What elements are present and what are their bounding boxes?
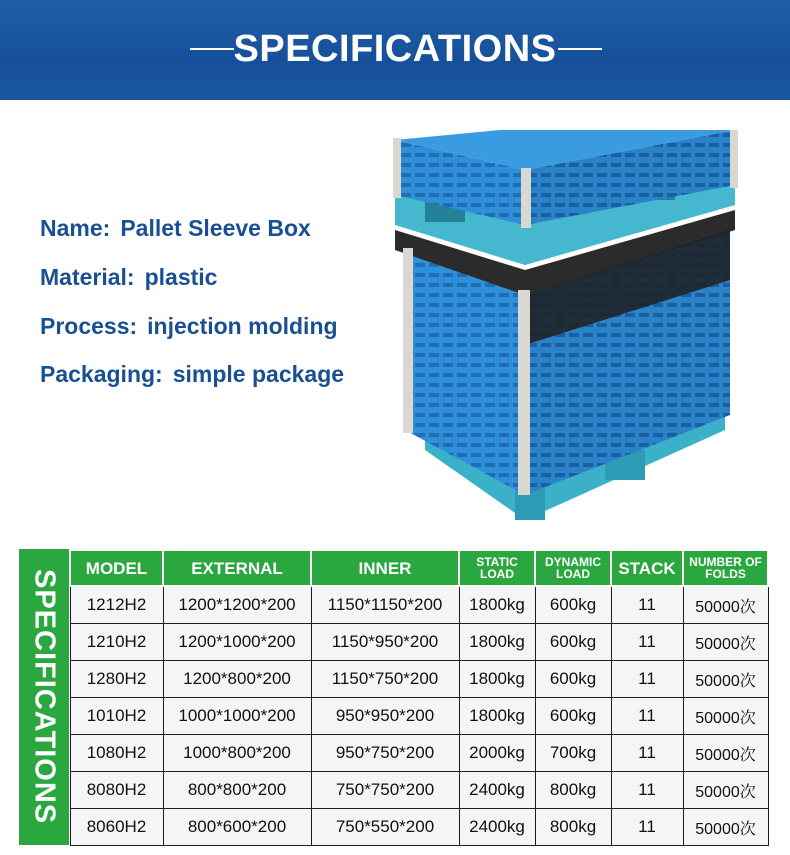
info-label: Material:	[40, 264, 135, 290]
info-material	[40, 264, 217, 291]
cell-inner: 1150*1150*200	[311, 586, 459, 624]
cell-dynamic-load: 600kg	[535, 586, 611, 624]
info-name	[40, 215, 311, 242]
table-row	[70, 586, 768, 624]
table-row	[70, 772, 768, 809]
cell-folds: 50000次	[683, 698, 768, 735]
cell-stack: 11	[611, 735, 683, 772]
info-label: Packaging:	[40, 361, 163, 387]
cell-external: 800*600*200	[163, 809, 311, 846]
table-row	[70, 661, 768, 698]
col-header-dynamic-load: DYNAMIC LOAD	[535, 550, 611, 586]
cell-dynamic-load: 600kg	[535, 661, 611, 698]
cell-dynamic-load: 700kg	[535, 735, 611, 772]
info-value: Pallet Sleeve Box	[120, 215, 311, 241]
col-header-external: EXTERNAL	[163, 550, 311, 586]
specifications-table-block	[19, 549, 767, 845]
cell-folds: 50000次	[683, 735, 768, 772]
col-header-inner: INNER	[311, 550, 459, 586]
cell-dynamic-load: 800kg	[535, 809, 611, 846]
table-row	[70, 624, 768, 661]
cell-folds: 50000次	[683, 772, 768, 809]
cell-model: 8060H2	[70, 809, 163, 846]
side-label-text: SPECIFICATIONS	[28, 569, 61, 825]
cell-stack: 11	[611, 772, 683, 809]
cell-folds: 50000次	[683, 661, 768, 698]
cell-external: 1000*1000*200	[163, 698, 311, 735]
table-side-label	[19, 549, 69, 845]
cell-dynamic-load: 800kg	[535, 772, 611, 809]
table-header-row	[70, 550, 768, 586]
info-packaging	[40, 361, 344, 388]
info-label: Process:	[40, 313, 138, 339]
cell-model: 1080H2	[70, 735, 163, 772]
cell-static-load: 1800kg	[459, 698, 535, 735]
cell-model: 1010H2	[70, 698, 163, 735]
cell-stack: 11	[611, 661, 683, 698]
cell-external: 1200*1200*200	[163, 586, 311, 624]
cell-stack: 11	[611, 586, 683, 624]
cell-inner: 950*750*200	[311, 735, 459, 772]
cell-stack: 11	[611, 624, 683, 661]
cell-dynamic-load: 600kg	[535, 624, 611, 661]
cell-external: 800*800*200	[163, 772, 311, 809]
info-value: plastic	[144, 264, 218, 290]
table-row	[70, 735, 768, 772]
col-header-number-of-folds: NUMBER OF FOLDS	[683, 550, 768, 586]
info-value: simple package	[172, 361, 345, 387]
cell-external: 1000*800*200	[163, 735, 311, 772]
cell-inner: 1150*950*200	[311, 624, 459, 661]
cell-model: 1280H2	[70, 661, 163, 698]
cell-inner: 950*950*200	[311, 698, 459, 735]
cell-external: 1200*800*200	[163, 661, 311, 698]
cell-folds: 50000次	[683, 624, 768, 661]
cell-static-load: 2400kg	[459, 772, 535, 809]
cell-inner: 1150*750*200	[311, 661, 459, 698]
cell-folds: 50000次	[683, 809, 768, 846]
header-banner	[0, 0, 790, 100]
info-value: injection molding	[147, 313, 338, 339]
cell-model: 1210H2	[70, 624, 163, 661]
cell-static-load: 2000kg	[459, 735, 535, 772]
col-header-model: MODEL	[70, 550, 163, 586]
table-row	[70, 698, 768, 735]
info-label: Name:	[40, 215, 111, 241]
cell-static-load: 1800kg	[459, 586, 535, 624]
cell-stack: 11	[611, 809, 683, 846]
page-title: SPECIFICATIONS	[233, 28, 557, 70]
cell-external: 1200*1000*200	[163, 624, 311, 661]
col-header-stack: STACK	[611, 550, 683, 586]
table-row	[70, 809, 768, 846]
banner-rule-right	[558, 48, 602, 50]
pallet-sleeve-box-image	[385, 130, 745, 530]
cell-inner: 750*550*200	[311, 809, 459, 846]
info-process	[40, 313, 338, 340]
cell-inner: 750*750*200	[311, 772, 459, 809]
cell-static-load: 1800kg	[459, 624, 535, 661]
cell-static-load: 1800kg	[459, 661, 535, 698]
specifications-table	[69, 549, 769, 846]
cell-model: 1212H2	[70, 586, 163, 624]
cell-folds: 50000次	[683, 586, 768, 624]
col-header-static-load: STATIC LOAD	[459, 550, 535, 586]
cell-stack: 11	[611, 698, 683, 735]
cell-model: 8080H2	[70, 772, 163, 809]
cell-dynamic-load: 600kg	[535, 698, 611, 735]
cell-static-load: 2400kg	[459, 809, 535, 846]
